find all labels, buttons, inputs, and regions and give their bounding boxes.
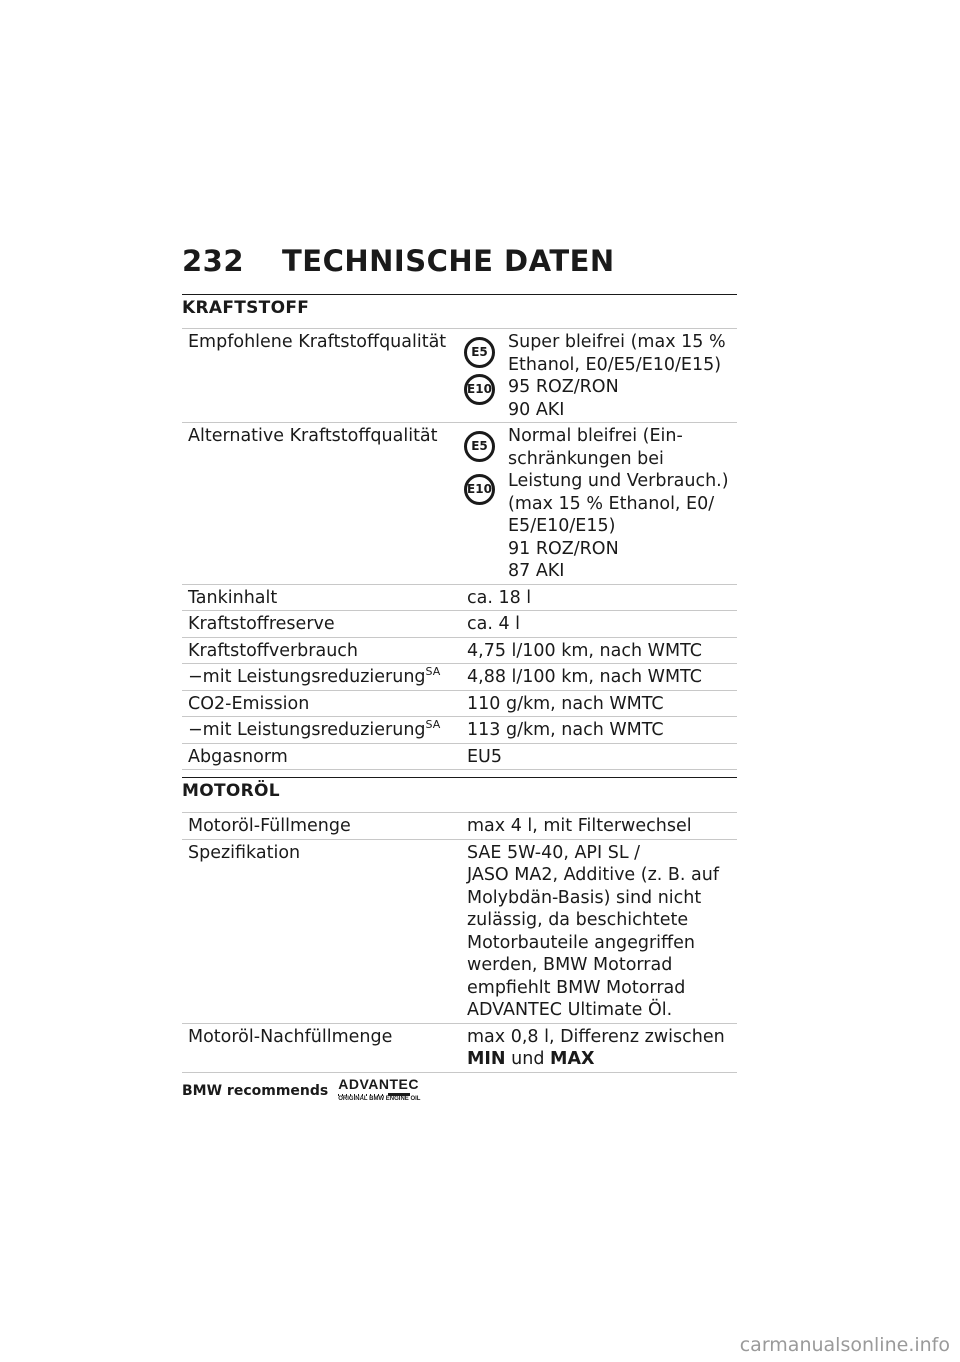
row-label: Motoröl-Füllmenge [182, 813, 461, 840]
value-line: schränkungen bei [508, 448, 664, 469]
row-label [182, 664, 461, 691]
row-value: max 4 l, mit Filterwechsel [461, 813, 737, 840]
fuel-badges [464, 331, 504, 405]
row-label: Alternative Kraftstoffqualität [182, 423, 461, 585]
row-label: Empfohlene Kraftstoffqualität [182, 329, 461, 423]
value-line: Super bleifrei (max 15 % [508, 332, 726, 352]
value-line: empfiehlt BMW Motorrad [467, 977, 686, 998]
value-line: Motorbauteile angegriffen [467, 932, 695, 953]
table-row [182, 813, 737, 840]
value-line [467, 1048, 733, 1071]
logo-subtitle: ORIGINAL BMW ENGINE OIL [338, 1096, 421, 1102]
value-line: ADVANTEC Ultimate Öl. [467, 1000, 673, 1020]
min-mark: MIN [467, 1049, 506, 1069]
page-title [182, 244, 615, 278]
max-mark: MAX [550, 1049, 595, 1069]
value-line: (max 15 % Ethanol, E0/ [508, 493, 715, 514]
row-value [461, 329, 737, 423]
value-line: Normal bleifrei (Ein- [508, 426, 683, 446]
value-line: 91 ROZ/RON [508, 538, 619, 559]
oil-table [182, 812, 737, 1073]
e10-fuel-icon: E10 [464, 474, 495, 505]
page-number: 232 [182, 244, 245, 278]
advantec-logo [338, 1077, 420, 1103]
e5-fuel-icon: E5 [464, 337, 495, 368]
table-row [182, 690, 737, 717]
row-label: Abgasnorm [182, 743, 461, 770]
value-line: SAE 5W-40, API SL / [467, 842, 641, 863]
row-value [461, 423, 737, 585]
table-row [182, 664, 737, 691]
row-label-text: −mit Leistungsreduzierung [188, 667, 426, 687]
row-label: Kraftstoffreserve [182, 611, 461, 638]
footer-recommendation [182, 1076, 421, 1109]
row-label: Tankinhalt [182, 584, 461, 611]
section-divider [182, 294, 737, 295]
row-value: EU5 [461, 743, 737, 770]
row-value [461, 1023, 737, 1072]
value-line: JASO MA2, Additive (z. B. auf [467, 865, 719, 885]
fuel-table [182, 328, 737, 770]
watermark: carmanualsonline.info [739, 1334, 950, 1356]
section-divider [182, 777, 737, 778]
row-label [182, 717, 461, 744]
row-value: 113 g/km, nach WMTC [461, 717, 737, 744]
value-line: max 0,8 l, Differenz zwischen [467, 1026, 725, 1047]
table-row [182, 839, 737, 1023]
value-line: E5/E10/E15) [508, 516, 616, 536]
value-line: zulässig, da beschichtete [467, 910, 689, 930]
table-row [182, 637, 737, 664]
value-line: 95 ROZ/RON [508, 377, 619, 397]
table-row [182, 611, 737, 638]
fuel-badges [464, 425, 504, 505]
row-value: 110 g/km, nach WMTC [461, 690, 737, 717]
table-row [182, 584, 737, 611]
section-title-fuel: KRAFTSTOFF [182, 298, 310, 318]
row-value: ca. 18 l [461, 584, 737, 611]
row-label: Motoröl-Nachfüllmenge [182, 1023, 461, 1072]
row-value: 4,88 l/100 km, nach WMTC [461, 664, 737, 691]
row-label-text: −mit Leistungsreduzierung [188, 720, 426, 740]
e5-fuel-icon: E5 [464, 431, 495, 462]
table-row [182, 1023, 737, 1072]
row-label: CO2-Emission [182, 690, 461, 717]
special-equipment-mark: SA [425, 718, 441, 732]
table-row [182, 717, 737, 744]
e10-fuel-icon: E10 [464, 374, 495, 405]
value-line: Molybdän-Basis) sind nicht [467, 887, 702, 908]
row-label: Spezifikation [182, 839, 461, 1023]
logo-brand: ADVANTEC [338, 1076, 419, 1092]
section-title-oil: MOTORÖL [182, 781, 280, 801]
row-value: 4,75 l/100 km, nach WMTC [461, 637, 737, 664]
row-value: ca. 4 l [461, 611, 737, 638]
value-line: Ethanol, E0/E5/E10/E15) [508, 354, 722, 375]
table-row [182, 329, 737, 423]
row-value [461, 839, 737, 1023]
value-line: Leistung und Verbrauch.) [508, 471, 729, 491]
value-line: werden, BMW Motorrad [467, 955, 673, 975]
footer-text: BMW recommends [182, 1083, 329, 1099]
value-line: 90 AKI [508, 399, 565, 420]
connector-text: und [511, 1049, 545, 1069]
special-equipment-mark: SA [425, 665, 441, 679]
table-row [182, 423, 737, 585]
table-row [182, 743, 737, 770]
value-line: 87 AKI [508, 561, 565, 581]
chapter-title: TECHNISCHE DATEN [282, 244, 615, 278]
row-label: Kraftstoffverbrauch [182, 637, 461, 664]
